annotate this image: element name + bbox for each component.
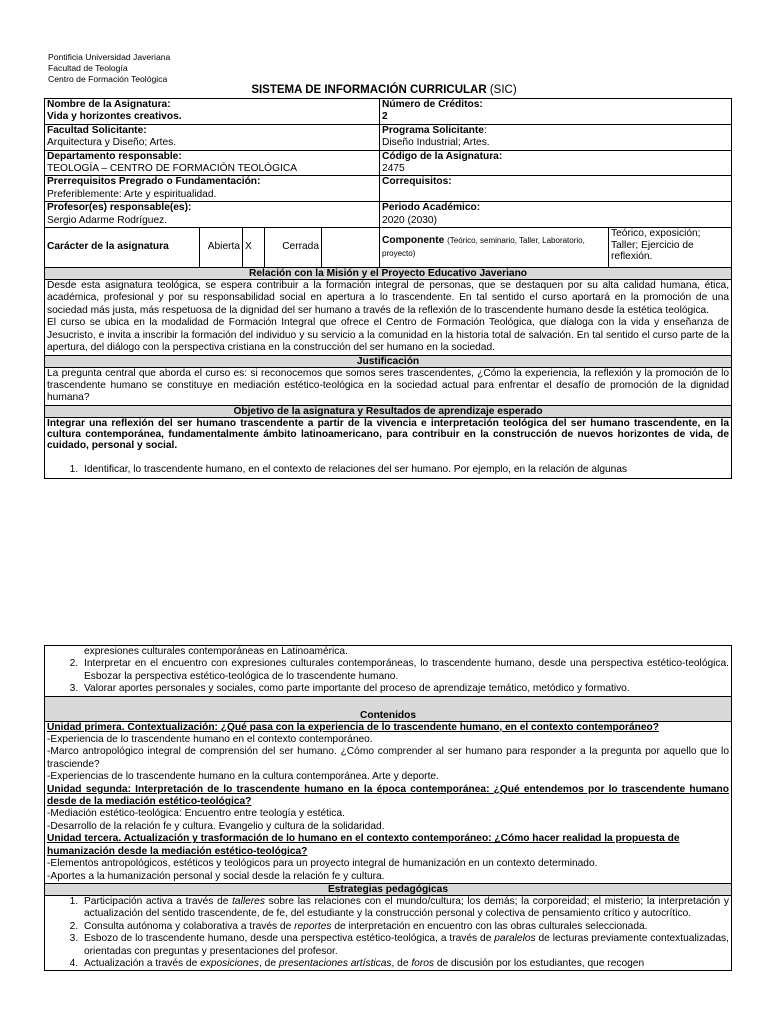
unidad-1-item-2: -Marco antropológico integral de comprensión del ser humano. ¿Cómo comprender al ser humano para responder a la pregunta por aquello que lo trasciende? [47,746,729,770]
objetivo-continued-cell [45,646,732,697]
componente-value: Teórico, exposición; Taller; Ejercicio de reflexión. [609,228,732,268]
departamento-value: TEOLOGÍA – CENTRO DE FORMACIÓN TEOLÓGICA [47,163,298,175]
prerrequisitos-value: Preferiblemente: Arte y espiritualidad. [47,188,217,200]
estrategia-item-2: 2. Consulta autónoma y colaborativa a través de reportes de interpretación en encuentro con las obras culturales seleccionada. [81,921,729,933]
institution-header [48,52,170,85]
objetivo-item-1: 1. Identificar, lo trascendente humano, en el contexto de relaciones del ser humano. Por ejemplo, en la relación de algunas [81,464,729,476]
profesor-label: Profesor(es) responsable(es): [47,202,192,214]
mision-cell [45,280,732,355]
codigo-cell [380,150,732,176]
periodo-cell [380,202,732,228]
asignatura-label: Nombre de la Asignatura: [47,99,171,110]
estrategia-item-1: 1. Participación activa a través de talleres sobre las relaciones con el mundo/cultura; los demás; la corporeidad; el misterio; la interpretación y actualización del sentido trascendente, de fe, del estudiante y la construcción personal y colectiva de pensamiento crítico y autocrítico. [81,896,729,921]
creditos-label: Número de Créditos: [382,99,483,110]
objetivo-general: Integrar una reflexión del ser humano trascendente a partir de la vivencia e interpretación teológica del ser humano trascendente, en la cultura contemporánea, fundamentalmente ámbito latinoamericano, para contribuir en la construcción de nuevos horizontes de vida, de cuidado, personal y social. [47,417,730,451]
departamento-cell [45,150,380,176]
unidad-3-title: Unidad tercera. Actualización y trasformación de lo humano en el contexto contemporáneo: ¿Cómo hacer realidad la propuesta de humanización desde la mediación estético-teológica? [47,833,680,857]
justificacion-heading: Justificación [45,355,732,367]
unidad-3-item-1: -Elementos antropológicos, estéticos y teológicos para un proyecto integral de humanización en un contexto determinado. [47,858,598,870]
facultad-cell [45,124,380,150]
mision-heading: Relación con la Misión y el Proyecto Educativo Javeriano [45,268,732,280]
page-2 [0,645,768,1024]
programa-value: Diseño Industrial; Artes. [382,137,490,149]
facultad-value: Arquitectura y Diseño; Artes. [47,137,177,149]
estrategias-cell [45,895,732,970]
componente-cell [380,228,609,268]
course-info-table [44,98,732,479]
creditos-cell [380,99,732,125]
periodo-value: 2020 (2030) [382,214,437,226]
profesor-cell [45,202,380,228]
unidad-1-item-1: -Experiencia de lo trascendente humano en el contexto contemporáneo. [47,734,373,746]
course-content-table [44,645,732,971]
componente-note: (Teórico, seminario, Taller, Laboratorio, proyecto) [382,236,585,258]
correquisitos-label: Correquisitos: [382,176,452,188]
institution-line-1: Pontificia Universidad Javeriana [48,52,171,62]
estrategias-heading: Estrategias pedagógicas [45,883,732,895]
abierta-label: Abierta [200,228,243,268]
justificacion-text: La pregunta central que aborda el curso es: si reconocemos que somos seres trascendentes, ¿Cómo la experiencia, la reflexión y la promoción de lo trascendente humano se constituye en mediación estético-teológica en la sociedad actual para enfrentar el desafío de promoción de la dignidad humana? [45,367,732,405]
cerrada-label: Cerrada [265,228,322,268]
asignatura-cell [45,99,380,125]
abierta-mark: X [243,228,265,268]
system-title-text: SISTEMA DE INFORMACIÓN CURRICULAR [251,84,487,96]
objetivo-item-3: 3. Valorar aportes personales y sociales, como parte importante del proceso de aprendizaje temático, metódico y formativo. [81,683,729,695]
system-title-abbr: (SIC) [489,84,517,96]
cerrada-mark-cell [322,228,380,268]
componente-label: Componente [382,235,445,247]
estrategia-item-4: 4. Actualización a través de exposiciones, de presentaciones artísticas, de foros de discusión por los estudiantes, que recogen [81,958,729,970]
programa-label: Programa Solicitante [382,124,484,136]
unidad-3-item-2: -Aportes a la humanización personal y social desde la relación fe y cultura. [47,870,385,882]
estrategia-item-3: 3. Esbozo de lo trascendente humano, desde una perspectiva estético-teológica, a través de paralelos de lecturas previamente contextualizadas, orientadas con preguntas y presentaciones del profesor. [81,933,729,958]
page-gap [0,600,768,645]
mision-paragraph-1: Desde esta asignatura teológica, se espera contribuir a la formación integral de personas, que se destaquen por su alta calidad humana, ética, académica, profesional y por su responsabilidad social en apertura a lo trascendente. En tal sentido el curso aportará en la promoción de una sociedad más justa, más respetuosa de la dignidad del ser humano a través de la reflexión de lo trascendente humano desde la estética teológica. [47,280,730,316]
objetivo-heading: Objetivo de la asignatura y Resultados de aprendizaje esperado [45,405,732,417]
codigo-label: Código de la Asignatura: [382,150,503,162]
caracter-label: Carácter de la asignatura [45,228,200,268]
objetivo-item-2: 2. Interpretar en el encuentro con expresiones culturales contemporáneas, lo trascendente humano, desde una perspectiva estético-teológica. Esbozar la perspectiva estético-teológica de lo trascendente humano. [81,658,729,683]
creditos-value: 2 [382,111,388,123]
objetivo-item-1-continued: expresiones culturales contemporáneas en Latinoamérica. [84,646,348,657]
unidad-2-title: Unidad segunda: Interpretación de lo trascendente humano en la época contemporánea: ¿Qué entendemos por lo trascendente humano desde de la mediación estético-teológica? [47,783,729,808]
institution-line-2: Facultad de Teología [48,63,128,73]
contenidos-cell [45,721,732,883]
facultad-label: Facultad Solicitante: [47,124,147,136]
programa-colon: : [483,124,487,136]
asignatura-value: Vida y horizontes creativos. [47,111,182,123]
profesor-value: Sergio Adarme Rodríguez. [47,214,168,226]
unidad-2-item-2: -Desarrollo de la relación fe y cultura. Evangelio y cultura de la solidaridad. [47,820,385,832]
system-title [0,84,768,96]
prerrequisitos-cell [45,176,380,202]
correquisitos-cell [380,176,732,202]
periodo-label: Periodo Académico: [382,202,481,214]
unidad-2-item-1: -Mediación estético-teológica: Encuentro entre teología y estética. [47,808,345,820]
prerrequisitos-label: Prerrequisitos Pregrado o Fundamentación: [47,176,261,188]
departamento-label: Departamento responsable: [47,150,182,162]
contenidos-heading: Contenidos [45,696,732,721]
mision-paragraph-2: El curso se ubica en la modalidad de Formación Integral que ofrece el Centro de Formación Teológica, que dialoga con la vida y enseñanza de Jesucristo, e invita a inscribir la formación del individuo y su servicio a la comunidad en la historia total de salvación. En tal sentido el curso parte de la apertura, del diálogo con la perspectiva cristiana en la construcción del ser humano en la sociedad. [47,317,730,354]
institution-line-3: Centro de Formación Teológica [48,74,168,84]
unidad-1-item-3: -Experiencias de lo trascendente humano en la cultura contemporánea. Arte y deporte. [47,771,439,783]
codigo-value: 2475 [382,163,405,175]
programa-cell [380,124,732,150]
unidad-1-title: Unidad primera. Contextualización: ¿Qué pasa con la experiencia de lo trascendente humano, en el contexto contemporáneo? [47,721,659,733]
objetivo-cell [45,417,732,478]
